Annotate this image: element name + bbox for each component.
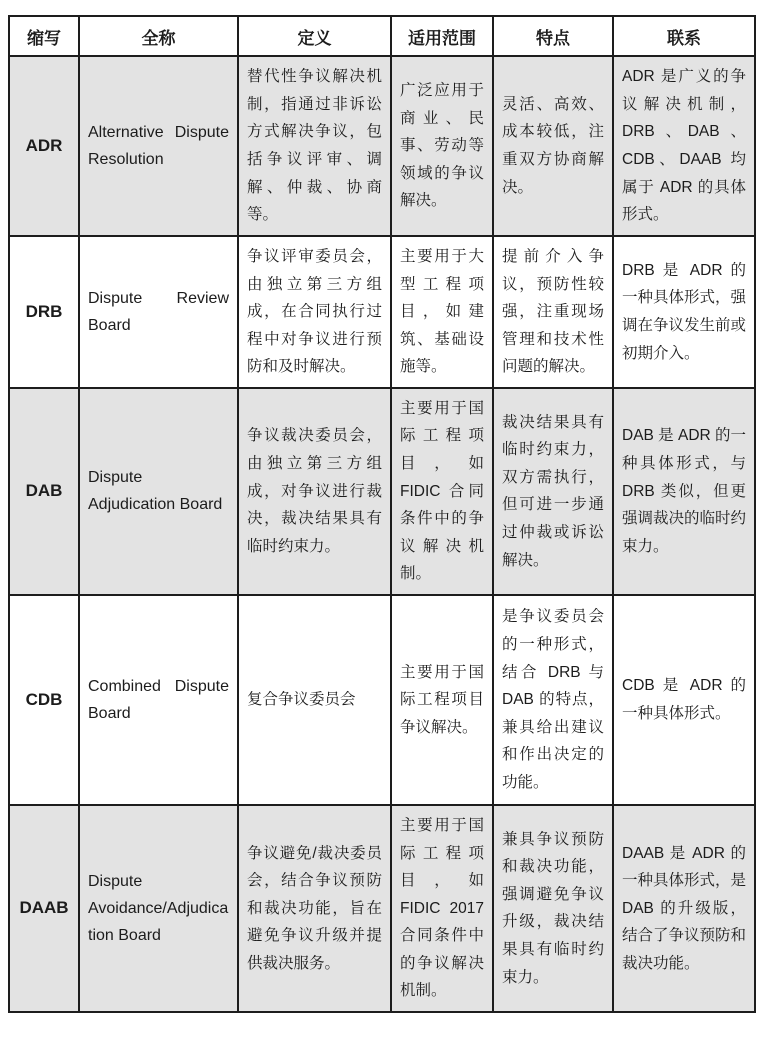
- adr-definition-cell: 替代性争议解决机制，指通过非诉讼方式解决争议，包括争议评审、调解、仲裁、协商等。: [238, 56, 391, 236]
- cdb-abbreviation-cell: CDB: [9, 595, 79, 805]
- daab-abbreviation-cell: DAAB: [9, 805, 79, 1012]
- drb-full-name-cell: Dispute Review Board: [79, 236, 238, 388]
- dab-full-name-cell: Dispute Adjudication Board: [79, 388, 238, 595]
- daab-full-name-cell: Dispute Avoidance/Adjudication Board: [79, 805, 238, 1012]
- adr-full-name-cell: Alternative Dispute Resolution: [79, 56, 238, 236]
- adr-relation-cell: ADR 是广义的争议解决机制，DRB 、DAB 、CDB、DAAB 均属于 ADR 的具体形式。: [613, 56, 755, 236]
- drb-definition-cell: 争议评审委员会，由独立第三方组成，在合同执行过程中对争议进行预防和及时解决。: [238, 236, 391, 388]
- cdb-definition-cell: 复合争议委员会: [238, 595, 391, 805]
- adr-features-cell: 灵活、高效、成本较低，注重双方协商解决。: [493, 56, 613, 236]
- table-row-cdb: [9, 595, 755, 805]
- cdb-relation-cell: CDB 是 ADR 的一种具体形式。: [613, 595, 755, 805]
- dab-scope-cell: 主要用于国际工程项目，如 FIDIC 合同条件中的争议解决机制。: [391, 388, 493, 595]
- adr-abbreviation-cell: ADR: [9, 56, 79, 236]
- daab-features-cell: 兼具争议预防和裁决功能，强调避免争议升级，裁决结果具有临时约束力。: [493, 805, 613, 1012]
- header-row: [9, 16, 755, 56]
- dab-relation-cell: DAB 是 ADR 的一种具体形式，与 DRB 类似，但更强调裁决的临时约束力。: [613, 388, 755, 595]
- column-header-definition: 定义: [238, 16, 391, 56]
- daab-definition-cell: 争议避免/裁决委员会，结合争议预防和裁决功能，旨在避免争议升级并提供裁决服务。: [238, 805, 391, 1012]
- drb-abbreviation-cell: DRB: [9, 236, 79, 388]
- daab-relation-cell: DAAB 是 ADR 的一种具体形式，是 DAB 的升级版，结合了争议预防和裁决功能。: [613, 805, 755, 1012]
- table-row-adr: [9, 56, 755, 236]
- table-row-dab: [9, 388, 755, 595]
- dab-abbreviation-cell: DAB: [9, 388, 79, 595]
- table-row-drb: [9, 236, 755, 388]
- dab-features-cell: 裁决结果具有临时约束力，双方需执行，但可进一步通过仲裁或诉讼解决。: [493, 388, 613, 595]
- column-header-abbreviation: 缩写: [9, 16, 79, 56]
- daab-scope-cell: 主要用于国际工程项目，如 FIDIC 2017 合同条件中的争议解决机制。: [391, 805, 493, 1012]
- column-header-full-name: 全称: [79, 16, 238, 56]
- cdb-features-cell: 是争议委员会的一种形式，结合 DRB 与 DAB 的特点，兼具给出建议和作出决定的功能。: [493, 595, 613, 805]
- adr-comparison-table: [8, 15, 756, 1013]
- column-header-relation: 联系: [613, 16, 755, 56]
- dab-definition-cell: 争议裁决委员会，由独立第三方组成，对争议进行裁决，裁决结果具有临时约束力。: [238, 388, 391, 595]
- table-row-daab: [9, 805, 755, 1012]
- drb-scope-cell: 主要用于大型工程项目，如建筑、基础设施等。: [391, 236, 493, 388]
- column-header-scope: 适用范围: [391, 16, 493, 56]
- cdb-scope-cell: 主要用于国际工程项目争议解决。: [391, 595, 493, 805]
- cdb-full-name-cell: Combined Dispute Board: [79, 595, 238, 805]
- column-header-features: 特点: [493, 16, 613, 56]
- adr-scope-cell: 广泛应用于商业、民事、劳动等领域的争议解决。: [391, 56, 493, 236]
- drb-features-cell: 提前介入争议，预防性较强，注重现场管理和技术性问题的解决。: [493, 236, 613, 388]
- drb-relation-cell: DRB 是 ADR 的一种具体形式，强调在争议发生前或初期介入。: [613, 236, 755, 388]
